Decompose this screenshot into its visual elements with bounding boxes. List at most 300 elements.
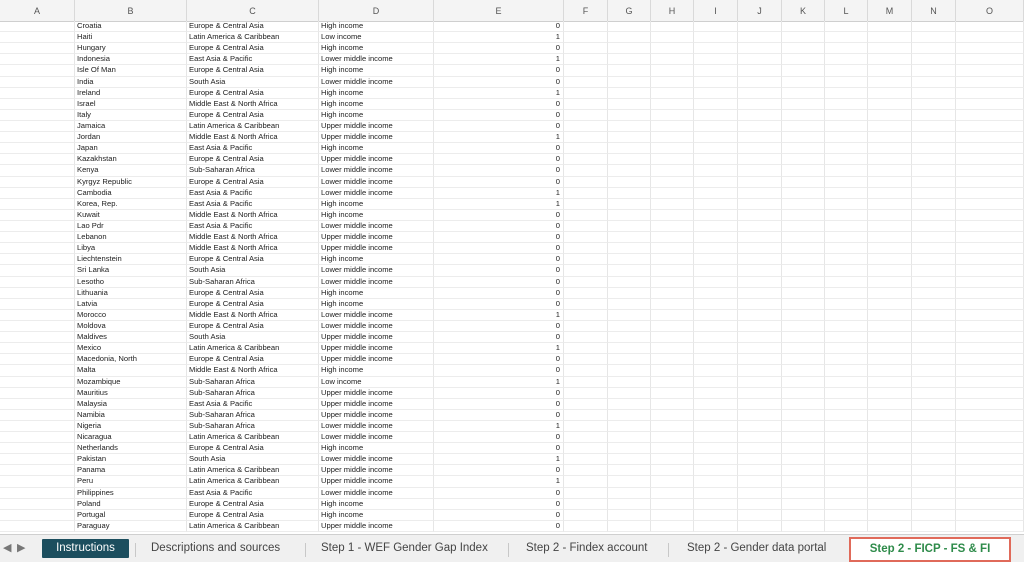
empty-cell[interactable]	[608, 399, 651, 410]
country-cell[interactable]: Hungary	[75, 43, 187, 54]
income-group-cell[interactable]: Low income	[319, 32, 434, 43]
empty-cell[interactable]	[564, 410, 608, 421]
empty-cell[interactable]	[651, 421, 694, 432]
empty-cell[interactable]	[825, 410, 868, 421]
empty-cell[interactable]	[694, 43, 738, 54]
empty-cell[interactable]	[825, 54, 868, 65]
empty-cell[interactable]	[956, 488, 1024, 499]
empty-cell[interactable]	[956, 132, 1024, 143]
region-cell[interactable]: Europe & Central Asia	[187, 21, 319, 32]
empty-cell[interactable]	[868, 43, 912, 54]
empty-cell[interactable]	[956, 165, 1024, 176]
region-cell[interactable]: Latin America & Caribbean	[187, 343, 319, 354]
empty-cell[interactable]	[956, 254, 1024, 265]
region-cell[interactable]: East Asia & Pacific	[187, 199, 319, 210]
empty-cell[interactable]	[694, 521, 738, 532]
empty-cell[interactable]	[825, 110, 868, 121]
empty-cell[interactable]	[694, 321, 738, 332]
income-group-cell[interactable]: Lower middle income	[319, 321, 434, 332]
column-header-i[interactable]: I	[694, 0, 738, 21]
empty-cell[interactable]	[868, 121, 912, 132]
flag-value-cell[interactable]: 0	[434, 465, 564, 476]
region-cell[interactable]: Latin America & Caribbean	[187, 465, 319, 476]
region-cell[interactable]: Europe & Central Asia	[187, 354, 319, 365]
country-cell[interactable]: Morocco	[75, 310, 187, 321]
empty-cell[interactable]	[738, 399, 782, 410]
region-cell[interactable]: Latin America & Caribbean	[187, 121, 319, 132]
empty-cell[interactable]	[782, 488, 825, 499]
empty-cell[interactable]	[651, 399, 694, 410]
empty-cell[interactable]	[0, 54, 75, 65]
empty-cell[interactable]	[738, 454, 782, 465]
region-cell[interactable]: Middle East & North Africa	[187, 210, 319, 221]
flag-value-cell[interactable]: 0	[434, 243, 564, 254]
flag-value-cell[interactable]: 0	[434, 165, 564, 176]
empty-cell[interactable]	[651, 488, 694, 499]
country-cell[interactable]: Ireland	[75, 88, 187, 99]
empty-cell[interactable]	[825, 65, 868, 76]
column-header-e[interactable]: E	[434, 0, 564, 21]
empty-cell[interactable]	[0, 210, 75, 221]
country-cell[interactable]: Lesotho	[75, 277, 187, 288]
income-group-cell[interactable]: High income	[319, 510, 434, 521]
empty-cell[interactable]	[694, 265, 738, 276]
empty-cell[interactable]	[782, 288, 825, 299]
empty-cell[interactable]	[694, 143, 738, 154]
empty-cell[interactable]	[738, 54, 782, 65]
empty-cell[interactable]	[956, 88, 1024, 99]
empty-cell[interactable]	[0, 43, 75, 54]
empty-cell[interactable]	[738, 476, 782, 487]
empty-cell[interactable]	[694, 288, 738, 299]
income-group-cell[interactable]: Lower middle income	[319, 310, 434, 321]
empty-cell[interactable]	[738, 21, 782, 32]
empty-cell[interactable]	[694, 254, 738, 265]
empty-cell[interactable]	[694, 443, 738, 454]
income-group-cell[interactable]: Upper middle income	[319, 410, 434, 421]
empty-cell[interactable]	[564, 476, 608, 487]
empty-cell[interactable]	[651, 343, 694, 354]
empty-cell[interactable]	[912, 277, 956, 288]
flag-value-cell[interactable]: 0	[434, 443, 564, 454]
empty-cell[interactable]	[608, 199, 651, 210]
empty-cell[interactable]	[956, 121, 1024, 132]
empty-cell[interactable]	[782, 365, 825, 376]
empty-cell[interactable]	[608, 65, 651, 76]
empty-cell[interactable]	[825, 121, 868, 132]
empty-cell[interactable]	[956, 510, 1024, 521]
income-group-cell[interactable]: High income	[319, 143, 434, 154]
empty-cell[interactable]	[782, 110, 825, 121]
empty-cell[interactable]	[825, 232, 868, 243]
empty-cell[interactable]	[608, 521, 651, 532]
country-cell[interactable]: Panama	[75, 465, 187, 476]
empty-cell[interactable]	[782, 454, 825, 465]
empty-cell[interactable]	[564, 454, 608, 465]
country-cell[interactable]: Kyrgyz Republic	[75, 177, 187, 188]
empty-cell[interactable]	[738, 254, 782, 265]
empty-cell[interactable]	[651, 221, 694, 232]
region-cell[interactable]: Europe & Central Asia	[187, 299, 319, 310]
flag-value-cell[interactable]: 0	[434, 143, 564, 154]
empty-cell[interactable]	[912, 265, 956, 276]
empty-cell[interactable]	[956, 99, 1024, 110]
empty-cell[interactable]	[825, 277, 868, 288]
empty-cell[interactable]	[0, 310, 75, 321]
region-cell[interactable]: Sub-Saharan Africa	[187, 277, 319, 288]
empty-cell[interactable]	[651, 32, 694, 43]
empty-cell[interactable]	[782, 77, 825, 88]
region-cell[interactable]: East Asia & Pacific	[187, 221, 319, 232]
empty-cell[interactable]	[564, 221, 608, 232]
empty-cell[interactable]	[0, 443, 75, 454]
empty-cell[interactable]	[738, 410, 782, 421]
empty-cell[interactable]	[738, 321, 782, 332]
empty-cell[interactable]	[825, 343, 868, 354]
empty-cell[interactable]	[912, 321, 956, 332]
country-cell[interactable]: Isle Of Man	[75, 65, 187, 76]
empty-cell[interactable]	[694, 488, 738, 499]
empty-cell[interactable]	[782, 310, 825, 321]
empty-cell[interactable]	[564, 243, 608, 254]
empty-cell[interactable]	[868, 432, 912, 443]
empty-cell[interactable]	[694, 432, 738, 443]
country-cell[interactable]: Lebanon	[75, 232, 187, 243]
empty-cell[interactable]	[651, 65, 694, 76]
empty-cell[interactable]	[956, 243, 1024, 254]
country-cell[interactable]: Moldova	[75, 321, 187, 332]
region-cell[interactable]: Latin America & Caribbean	[187, 521, 319, 532]
flag-value-cell[interactable]: 0	[434, 99, 564, 110]
income-group-cell[interactable]: Lower middle income	[319, 488, 434, 499]
empty-cell[interactable]	[912, 254, 956, 265]
region-cell[interactable]: East Asia & Pacific	[187, 399, 319, 410]
tab-step2-ficp-fs-fi[interactable]: Step 2 - FICP - FS & FI	[849, 537, 1011, 562]
empty-cell[interactable]	[868, 277, 912, 288]
empty-cell[interactable]	[651, 476, 694, 487]
country-cell[interactable]: Liechtenstein	[75, 254, 187, 265]
flag-value-cell[interactable]: 0	[434, 299, 564, 310]
income-group-cell[interactable]: Upper middle income	[319, 476, 434, 487]
region-cell[interactable]: Middle East & North Africa	[187, 99, 319, 110]
empty-cell[interactable]	[912, 488, 956, 499]
empty-cell[interactable]	[564, 132, 608, 143]
region-cell[interactable]: Latin America & Caribbean	[187, 476, 319, 487]
empty-cell[interactable]	[738, 132, 782, 143]
empty-cell[interactable]	[868, 365, 912, 376]
empty-cell[interactable]	[912, 121, 956, 132]
empty-cell[interactable]	[0, 410, 75, 421]
country-cell[interactable]: Peru	[75, 476, 187, 487]
column-header-b[interactable]: B	[75, 0, 187, 21]
empty-cell[interactable]	[0, 299, 75, 310]
empty-cell[interactable]	[825, 365, 868, 376]
empty-cell[interactable]	[651, 388, 694, 399]
empty-cell[interactable]	[651, 121, 694, 132]
empty-cell[interactable]	[564, 299, 608, 310]
empty-cell[interactable]	[608, 21, 651, 32]
country-cell[interactable]: Malaysia	[75, 399, 187, 410]
empty-cell[interactable]	[825, 165, 868, 176]
empty-cell[interactable]	[694, 132, 738, 143]
empty-cell[interactable]	[0, 454, 75, 465]
income-group-cell[interactable]: High income	[319, 499, 434, 510]
income-group-cell[interactable]: Upper middle income	[319, 154, 434, 165]
column-header-n[interactable]: N	[912, 0, 956, 21]
empty-cell[interactable]	[825, 521, 868, 532]
region-cell[interactable]: Europe & Central Asia	[187, 510, 319, 521]
empty-cell[interactable]	[738, 432, 782, 443]
empty-cell[interactable]	[694, 154, 738, 165]
empty-cell[interactable]	[912, 99, 956, 110]
income-group-cell[interactable]: High income	[319, 65, 434, 76]
empty-cell[interactable]	[912, 377, 956, 388]
empty-cell[interactable]	[956, 410, 1024, 421]
tab-descriptions-and-sources[interactable]: Descriptions and sources	[151, 542, 281, 554]
region-cell[interactable]: Sub-Saharan Africa	[187, 388, 319, 399]
empty-cell[interactable]	[868, 499, 912, 510]
empty-cell[interactable]	[608, 210, 651, 221]
empty-cell[interactable]	[694, 299, 738, 310]
empty-cell[interactable]	[825, 254, 868, 265]
flag-value-cell[interactable]: 0	[434, 43, 564, 54]
empty-cell[interactable]	[738, 143, 782, 154]
income-group-cell[interactable]: Upper middle income	[319, 354, 434, 365]
tab-instructions[interactable]: Instructions	[42, 539, 129, 558]
prev-sheet-icon[interactable]: ◀	[3, 542, 12, 554]
empty-cell[interactable]	[912, 310, 956, 321]
empty-cell[interactable]	[564, 154, 608, 165]
country-cell[interactable]: Libya	[75, 243, 187, 254]
empty-cell[interactable]	[782, 188, 825, 199]
empty-cell[interactable]	[608, 99, 651, 110]
empty-cell[interactable]	[651, 77, 694, 88]
empty-cell[interactable]	[956, 476, 1024, 487]
empty-cell[interactable]	[694, 465, 738, 476]
empty-cell[interactable]	[0, 99, 75, 110]
empty-cell[interactable]	[651, 310, 694, 321]
empty-cell[interactable]	[956, 377, 1024, 388]
income-group-cell[interactable]: Lower middle income	[319, 454, 434, 465]
empty-cell[interactable]	[738, 210, 782, 221]
flag-value-cell[interactable]: 0	[434, 154, 564, 165]
empty-cell[interactable]	[738, 332, 782, 343]
empty-cell[interactable]	[825, 154, 868, 165]
empty-cell[interactable]	[782, 132, 825, 143]
flag-value-cell[interactable]: 0	[434, 354, 564, 365]
country-cell[interactable]: Macedonia, North	[75, 354, 187, 365]
empty-cell[interactable]	[564, 210, 608, 221]
empty-cell[interactable]	[608, 43, 651, 54]
empty-cell[interactable]	[738, 165, 782, 176]
income-group-cell[interactable]: Lower middle income	[319, 432, 434, 443]
empty-cell[interactable]	[868, 99, 912, 110]
empty-cell[interactable]	[564, 499, 608, 510]
empty-cell[interactable]	[782, 510, 825, 521]
empty-cell[interactable]	[912, 354, 956, 365]
empty-cell[interactable]	[0, 254, 75, 265]
empty-cell[interactable]	[651, 377, 694, 388]
empty-cell[interactable]	[651, 254, 694, 265]
empty-cell[interactable]	[738, 88, 782, 99]
empty-cell[interactable]	[956, 432, 1024, 443]
income-group-cell[interactable]: Upper middle income	[319, 243, 434, 254]
empty-cell[interactable]	[608, 254, 651, 265]
empty-cell[interactable]	[825, 488, 868, 499]
empty-cell[interactable]	[608, 77, 651, 88]
empty-cell[interactable]	[782, 265, 825, 276]
empty-cell[interactable]	[608, 332, 651, 343]
empty-cell[interactable]	[608, 299, 651, 310]
empty-cell[interactable]	[912, 43, 956, 54]
column-header-h[interactable]: H	[651, 0, 694, 21]
column-header-j[interactable]: J	[738, 0, 782, 21]
empty-cell[interactable]	[694, 377, 738, 388]
empty-cell[interactable]	[825, 465, 868, 476]
empty-cell[interactable]	[956, 199, 1024, 210]
empty-cell[interactable]	[782, 476, 825, 487]
empty-cell[interactable]	[912, 243, 956, 254]
empty-cell[interactable]	[564, 165, 608, 176]
empty-cell[interactable]	[0, 121, 75, 132]
empty-cell[interactable]	[825, 321, 868, 332]
empty-cell[interactable]	[956, 188, 1024, 199]
empty-cell[interactable]	[825, 43, 868, 54]
empty-cell[interactable]	[912, 165, 956, 176]
empty-cell[interactable]	[956, 77, 1024, 88]
empty-cell[interactable]	[651, 43, 694, 54]
empty-cell[interactable]	[608, 377, 651, 388]
empty-cell[interactable]	[694, 110, 738, 121]
empty-cell[interactable]	[868, 399, 912, 410]
empty-cell[interactable]	[694, 277, 738, 288]
empty-cell[interactable]	[782, 343, 825, 354]
region-cell[interactable]: Middle East & North Africa	[187, 243, 319, 254]
empty-cell[interactable]	[868, 132, 912, 143]
empty-cell[interactable]	[0, 332, 75, 343]
empty-cell[interactable]	[912, 365, 956, 376]
empty-cell[interactable]	[0, 343, 75, 354]
empty-cell[interactable]	[608, 510, 651, 521]
country-cell[interactable]: Paraguay	[75, 521, 187, 532]
empty-cell[interactable]	[912, 410, 956, 421]
flag-value-cell[interactable]: 0	[434, 277, 564, 288]
empty-cell[interactable]	[694, 454, 738, 465]
empty-cell[interactable]	[868, 421, 912, 432]
empty-cell[interactable]	[564, 188, 608, 199]
empty-cell[interactable]	[694, 399, 738, 410]
empty-cell[interactable]	[738, 277, 782, 288]
empty-cell[interactable]	[694, 410, 738, 421]
empty-cell[interactable]	[782, 388, 825, 399]
empty-cell[interactable]	[868, 177, 912, 188]
region-cell[interactable]: South Asia	[187, 265, 319, 276]
empty-cell[interactable]	[912, 177, 956, 188]
tab-step2-findex-account[interactable]: Step 2 - Findex account	[526, 542, 648, 554]
empty-cell[interactable]	[564, 277, 608, 288]
empty-cell[interactable]	[738, 99, 782, 110]
empty-cell[interactable]	[0, 399, 75, 410]
empty-cell[interactable]	[608, 365, 651, 376]
empty-cell[interactable]	[956, 354, 1024, 365]
empty-cell[interactable]	[782, 277, 825, 288]
empty-cell[interactable]	[825, 332, 868, 343]
empty-cell[interactable]	[738, 443, 782, 454]
income-group-cell[interactable]: High income	[319, 99, 434, 110]
flag-value-cell[interactable]: 0	[434, 521, 564, 532]
region-cell[interactable]: Latin America & Caribbean	[187, 32, 319, 43]
empty-cell[interactable]	[608, 110, 651, 121]
empty-cell[interactable]	[825, 243, 868, 254]
empty-cell[interactable]	[564, 121, 608, 132]
empty-cell[interactable]	[912, 154, 956, 165]
empty-cell[interactable]	[912, 521, 956, 532]
empty-cell[interactable]	[651, 265, 694, 276]
income-group-cell[interactable]: Lower middle income	[319, 165, 434, 176]
empty-cell[interactable]	[738, 288, 782, 299]
country-cell[interactable]: Nigeria	[75, 421, 187, 432]
income-group-cell[interactable]: Upper middle income	[319, 388, 434, 399]
empty-cell[interactable]	[608, 277, 651, 288]
empty-cell[interactable]	[912, 199, 956, 210]
empty-cell[interactable]	[694, 177, 738, 188]
flag-value-cell[interactable]: 0	[434, 321, 564, 332]
empty-cell[interactable]	[912, 476, 956, 487]
empty-cell[interactable]	[738, 421, 782, 432]
empty-cell[interactable]	[868, 54, 912, 65]
empty-cell[interactable]	[956, 232, 1024, 243]
region-cell[interactable]: Europe & Central Asia	[187, 65, 319, 76]
empty-cell[interactable]	[738, 154, 782, 165]
empty-cell[interactable]	[0, 199, 75, 210]
empty-cell[interactable]	[912, 132, 956, 143]
region-cell[interactable]: East Asia & Pacific	[187, 54, 319, 65]
income-group-cell[interactable]: Lower middle income	[319, 221, 434, 232]
income-group-cell[interactable]: Upper middle income	[319, 132, 434, 143]
flag-value-cell[interactable]: 1	[434, 32, 564, 43]
empty-cell[interactable]	[825, 132, 868, 143]
empty-cell[interactable]	[694, 165, 738, 176]
empty-cell[interactable]	[956, 388, 1024, 399]
empty-cell[interactable]	[782, 443, 825, 454]
empty-cell[interactable]	[608, 121, 651, 132]
empty-cell[interactable]	[738, 388, 782, 399]
empty-cell[interactable]	[782, 332, 825, 343]
flag-value-cell[interactable]: 0	[434, 399, 564, 410]
empty-cell[interactable]	[825, 177, 868, 188]
income-group-cell[interactable]: Lower middle income	[319, 54, 434, 65]
empty-cell[interactable]	[782, 121, 825, 132]
empty-cell[interactable]	[738, 265, 782, 276]
region-cell[interactable]: Europe & Central Asia	[187, 254, 319, 265]
empty-cell[interactable]	[912, 188, 956, 199]
empty-cell[interactable]	[868, 443, 912, 454]
empty-cell[interactable]	[782, 232, 825, 243]
empty-cell[interactable]	[782, 399, 825, 410]
empty-cell[interactable]	[608, 310, 651, 321]
empty-cell[interactable]	[564, 143, 608, 154]
region-cell[interactable]: Europe & Central Asia	[187, 499, 319, 510]
empty-cell[interactable]	[694, 499, 738, 510]
flag-value-cell[interactable]: 1	[434, 310, 564, 321]
region-cell[interactable]: Sub-Saharan Africa	[187, 421, 319, 432]
empty-cell[interactable]	[825, 443, 868, 454]
empty-cell[interactable]	[0, 288, 75, 299]
empty-cell[interactable]	[0, 132, 75, 143]
empty-cell[interactable]	[0, 432, 75, 443]
country-cell[interactable]: Haiti	[75, 32, 187, 43]
flag-value-cell[interactable]: 0	[434, 332, 564, 343]
